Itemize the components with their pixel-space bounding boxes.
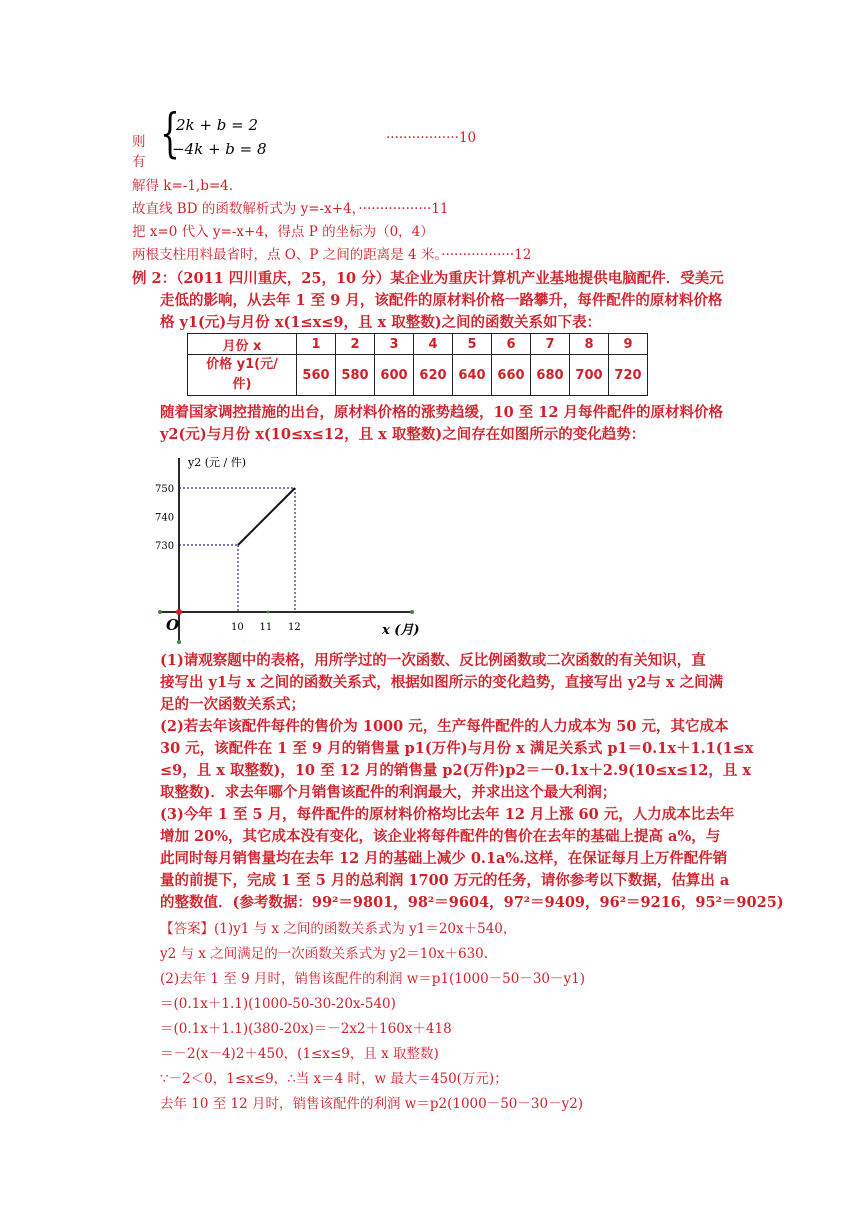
question-line: 量的前提下，完成 1 至 5 月的总利润 1700 万元的任务，请你参考以下数据，估算出 a [160,872,730,889]
answer-line: 去年 10 至 12 月时，销售该配件的利润 w＝p2(1000－50－30－y2) [160,1096,584,1112]
example-text: 随着国家调控措施的出台，原材料价格的涨势趋缓，10 至 12 月每件配件的原材料价格 [160,404,723,421]
table-row [188,334,648,355]
price-trend-chart [150,448,430,644]
table-cell: 4 [414,334,453,355]
table-cell: 5 [453,334,492,355]
example-text: 走低的影响，从去年 1 至 9 月，该配件的原材料价格一路攀升，每件配件的原材料价格 [160,292,723,309]
axis-marker [177,640,181,644]
y-axis-label: y2 (元 / 件) [188,456,246,469]
table-cell: 660 [492,355,531,396]
question-line: 取整数)．求去年哪个月销售该配件的利润最大，并求出这个最大利润； [160,784,617,801]
solution-line: 两根支柱用料最省时，点 O、P 之间的距离是 4 米。·················12 [132,247,532,263]
question-line: 此同时每月销售量均在去年 12 月的基础上减少 0.1a%.这样，在保证每月上万件配件销 [160,850,728,867]
table-cell: 640 [453,355,492,396]
price-table [187,333,648,396]
question-line: 增加 20%，其它成本没有变化，该企业将每件配件的售价在去年的基础上提高 a%，与 [160,828,721,845]
question-line: (2)若去年该配件每件的售价为 1000 元，生产每件配件的人力成本为 50 元，其它成本 [160,718,729,735]
price-header-line1: 价格 y1(元/ [206,357,278,372]
price-header-line2: 件) [232,377,252,392]
table-cell: 680 [531,355,570,396]
example-text: y2(元)与月份 x(10≤x≤12，且 x 取整数)之间存在如图所示的变化趋势： [160,426,646,443]
answer-line: 【答案】(1)y1 与 x 之间的函数关系式为 y1＝20x＋540， [160,921,517,937]
y-tick-label: 730 [155,541,175,552]
solution-line: 把 x=0 代入 y=-x+4，得点 P 的坐标为（0，4） [132,224,434,240]
example-text: 格 y1(元)与月份 x(1≤x≤9，且 x 取整数)之间的函数关系如下表： [160,314,602,331]
y-tick-label: 740 [155,512,175,524]
left-brace: { [160,104,180,164]
system-label: 则有 [132,134,146,170]
x-tick-label: 11 [259,622,273,633]
table-cell: 580 [336,355,375,396]
table-cell: 600 [375,355,414,396]
step-marker: ·················10 [386,130,477,146]
table-cell: 6 [492,334,531,355]
table-cell: 7 [531,334,570,355]
table-cell: 620 [414,355,453,396]
answer-line: (2)去年 1 至 9 月时，销售该配件的利润 w＝p1(1000－50－30－y1) [160,971,586,987]
example-heading: 例 2：（2011 四川重庆，25，10 分）某企业为重庆计算机产业基地提供电脑配件．受美元 [132,270,724,287]
answer-line: ＝(0.1x＋1.1)(1000-50-30-20x-540) [160,996,396,1012]
question-line: (1)请观察题中的表格，用所学过的一次函数、反比例函数或二次函数的有关知识，直 [160,652,706,669]
question-line: ≤9，且 x 取整数)，10 至 12 月的销售量 p2(万件)p2＝－0.1x＋2.9(10≤x≤12，且 x [160,762,752,779]
origin-point [176,609,182,615]
question-line: 30 元，该配件在 1 至 9 月的销售量 p1(万件)与月份 x 满足关系式 p1＝0.1x＋1.1(1≤x [160,740,754,757]
answer-line: ∵－2＜0，1≤x≤9，∴当 x＝4 时，w 最大＝450(万元)； [160,1071,508,1087]
table-row [188,355,648,396]
table-cell: 3 [375,334,414,355]
x-tick-label: 10 [231,622,244,633]
equation-2: −4k + b = 8 [172,140,267,158]
axis-marker [158,610,162,614]
data-line-series [238,488,295,545]
table-cell: 1 [297,334,336,355]
table-cell: 720 [609,355,648,396]
x-axis-label: x (月) [382,623,420,638]
question-line: 的整数值．(参考数据：99²＝9801，98²＝9604，97²＝9409，96²＝9216，95²＝9025) [160,894,784,911]
y-tick-label: 750 [155,484,175,495]
equation-1: 2k + b = 2 [176,116,258,134]
answer-line: y2 与 x 之间满足的一次函数关系式为 y2＝10x＋630. [160,946,489,962]
table-cell: 9 [609,334,648,355]
table-header-price [188,355,297,396]
question-line: 足的一次函数关系式； [160,696,305,713]
question-line: (3)今年 1 至 5 月，每件配件的原材料价格均比去年 12 月上涨 60 元，人力成本比去年 [160,806,735,823]
axis-marker [410,610,414,614]
table-cell: 560 [297,355,336,396]
axis-marker [267,611,270,614]
origin-label: O [166,616,180,634]
table-cell: 8 [570,334,609,355]
table-cell: 700 [570,355,609,396]
question-line: 接写出 y1与 x 之间的函数关系式，根据如图所示的变化趋势，直接写出 y2与 x 之间满 [160,674,724,691]
answer-line: ＝－2(x－4)2＋450，(1≤x≤9，且 x 取整数) [160,1046,439,1062]
solution-line: 解得 k=-1,b=4. [132,178,234,194]
table-header-month: 月份 x [188,334,297,355]
answer-line: ＝(0.1x＋1.1)(380-20x)＝－2x2＋160x＋418 [160,1021,452,1037]
table-cell: 2 [336,334,375,355]
x-tick-label: 12 [288,622,301,633]
solution-line: 故直线 BD 的函数解析式为 y=-x+4，·················11 [132,201,449,217]
